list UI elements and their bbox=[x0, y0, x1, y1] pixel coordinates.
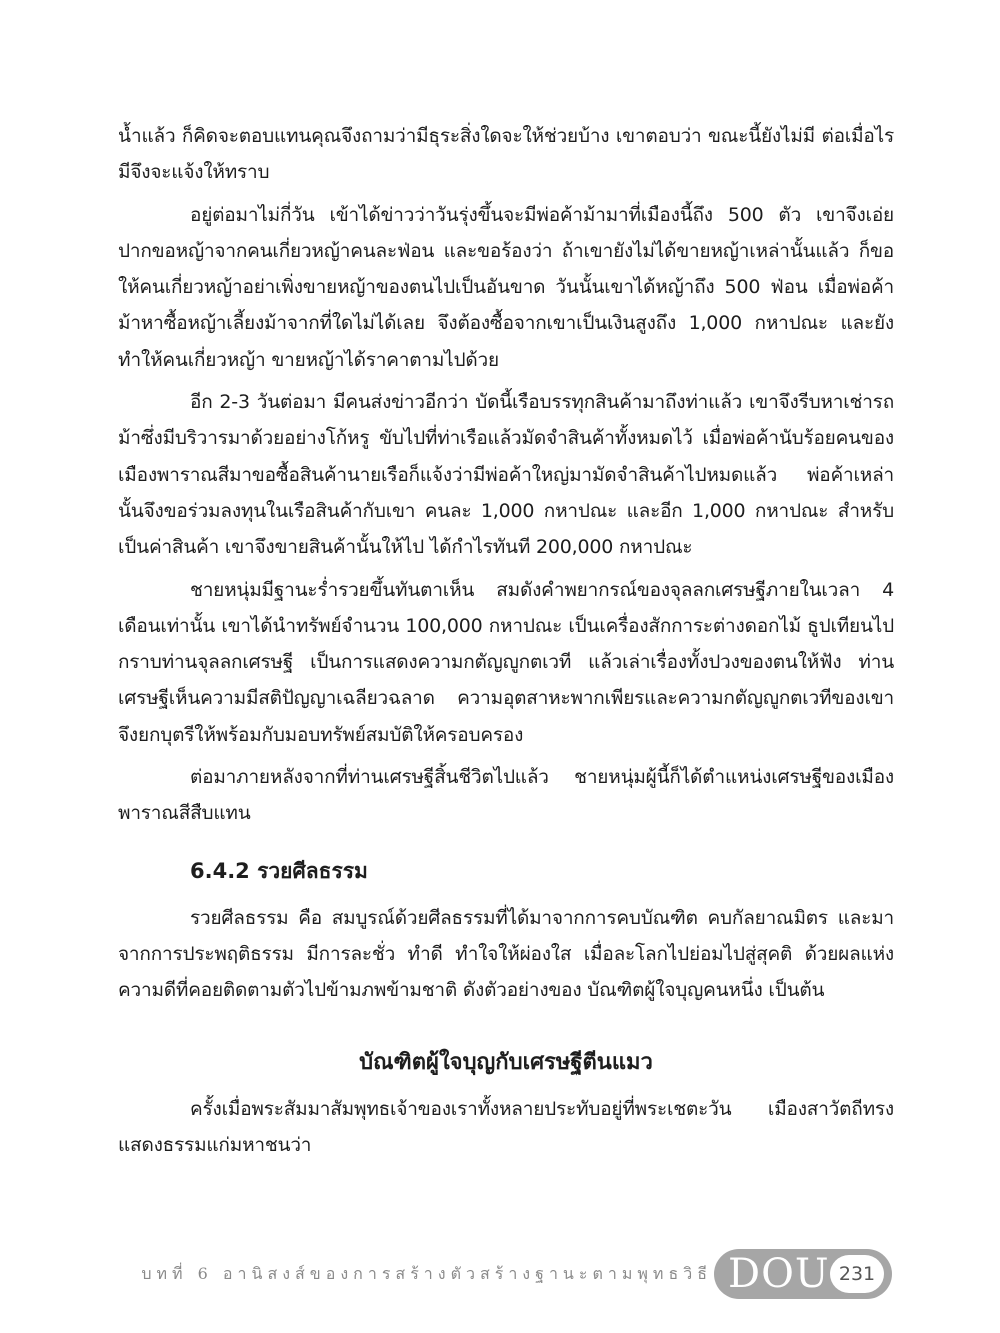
story-paragraph: ครั้งเมื่อพระสัมมาสัมพุทธเจ้าของเราทั้งหลายประทับอยู่ที่พระเชตะวัน เมืองสาวัตถีทรงแสดงธรรมแก่มหาชนว่า bbox=[118, 1097, 894, 1156]
body-paragraph-3: อีก 2-3 วันต่อมา มีคนส่งข่าวอีกว่า บัดนี้เรือบรรทุกสินค้ามาถึงท่าแล้ว เขาจึงรีบหาเช่ารถม้าซึ่งมีบริวารมาด้วยอย่างโก้หรู ขับไปที่ท่าเรือแล้วมัดจำสินค้าทั้งหมดไว้ เมื่อพ่อค้านับร้อยคนของเมืองพาราณสีมาขอซื้อสินค้านายเรือก็แจ้งว่ามีพ่อค้าใหญ่มามัดจำสินค้าไปหมดแล้ว พ่อค้าเหล่านั้นจึงขอร่วมลงทุนในเรือสินค้ากับเขา คนละ 1,000 กหาปณะ และอีก 1,000 กหาปณะ สำหรับเป็นค่าสินค้า เขาจึงขายสินค้านั้นให้ไป ได้กำไรทันที 200,000 กหาปณะ bbox=[118, 391, 894, 559]
section-heading: 6.4.2 รวยศีลธรรม bbox=[190, 858, 368, 883]
section-paragraph: รวยศีลธรรม คือ สมบูรณ์ด้วยศีลธรรมที่ได้มาจากการคบบัณฑิต คบกัลยาณมิตร และมาจากการประพฤติธรรม มีการละชั่ว ทำดี ทำใจให้ผ่องใส เมื่อละโลกไปย่อมไปสู่สุคติ ด้วยผลแห่งความดีที่คอยติดตามตัวไปข้ามภพข้ามชาติ ดังตัวอย่างของ บัณฑิตผู้ใจบุญคนหนึ่ง เป็นต้น bbox=[118, 906, 894, 1002]
page-number: 231 bbox=[830, 1255, 884, 1293]
body-paragraph-2: อยู่ต่อมาไม่กี่วัน เข้าได้ข่าวว่าวันรุ่งขึ้นจะมีพ่อค้าม้ามาที่เมืองนี้ถึง 500 ตัว เขาจึงเอ่ยปากขอหญ้าจากคนเกี่ยวหญ้าคนละฟ่อน และขอร้องว่า ถ้าเขายังไม่ได้ขายหญ้าเหล่านั้นแล้ว ก็ขอให้คนเกี่ยวหญ้าอย่าเพิ่งขายหญ้าของตนไปเป็นอันขาด วันนั้นเขาได้หญ้าถึง 500 ฟ่อน เมื่อพ่อค้าม้าหาซื้อหญ้าเลี้ยงม้าจากที่ใดไม่ได้เลย จึงต้องซื้อจากเขาเป็นเงินสูงถึง 1,000 กหาปณะ และยังทำให้คนเกี่ยวหญ้า ขายหญ้าได้ราคาตามไปด้วย bbox=[118, 203, 894, 371]
dou-badge bbox=[714, 1249, 892, 1299]
dou-logo: DOU bbox=[728, 1251, 830, 1297]
document-page bbox=[118, 118, 894, 1163]
story-title: บัณฑิตผู้ใจบุญกับเศรษฐีตีนแมว bbox=[359, 1049, 653, 1075]
body-paragraph-5: ต่อมาภายหลังจากที่ท่านเศรษฐีสิ้นชีวิตไปแล้ว ชายหนุ่มผู้นี้ก็ได้ตำแหน่งเศรษฐีของเมืองพาราณสีสืบแทน bbox=[118, 766, 894, 825]
body-paragraph-4: ชายหนุ่มมีฐานะร่ำรวยขึ้นทันตาเห็น สมดังคำพยากรณ์ของจุลลกเศรษฐีภายในเวลา 4 เดือนเท่านั้น เขาได้นำทรัพย์จำนวน 100,000 กหาปณะ เป็นเครื่องสักการะต่างดอกไม้ ธูปเทียนไปกราบท่านจุลลกเศรษฐี เป็นการแสดงความกตัญญูกตเวที แล้วเล่าเรื่องทั้งปวงของตนให้ฟัง ท่านเศรษฐีเห็นความมีสติปัญญาเฉลียวฉลาด ความอุตสาหะพากเพียรและความกตัญญูกตเวทีของเขา จึงยกบุตรีให้พร้อมกับมอบทรัพย์สมบัติให้ครอบครอง bbox=[118, 578, 894, 746]
body-paragraph-1: น้ำแล้ว ก็คิดจะตอบแทนคุณจึงถามว่ามีธุระสิ่งใดจะให้ช่วยบ้าง เขาตอบว่า ขณะนี้ยังไม่มี ต่อเมื่อไรมีจึงจะแจ้งให้ทราบ bbox=[118, 125, 894, 184]
page-footer bbox=[0, 1249, 1000, 1299]
chapter-footer-text: บทที่ 6 อานิสงส์ของการสร้างตัวสร้างฐานะตามพุทธวิธี bbox=[141, 1264, 712, 1283]
